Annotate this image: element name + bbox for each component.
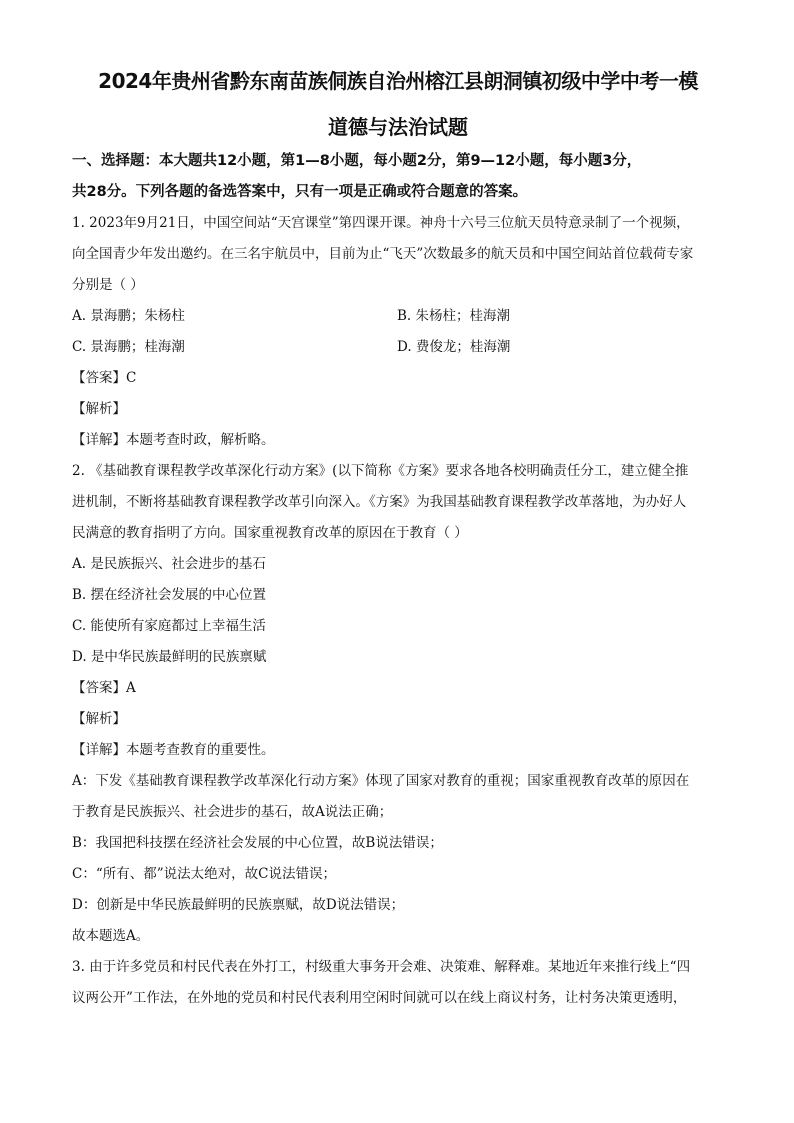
options-row	[72, 332, 724, 363]
option-d: D. 费俊龙；桂海潮	[397, 339, 511, 355]
question-stem-line: 分别是（ ）	[72, 277, 144, 293]
option-b: B. 摆在经济社会发展的中心位置	[72, 587, 267, 603]
explanation-line: B：我国把科技摆在经济社会发展的中心位置，故B说法错误；	[72, 835, 443, 851]
option-d: D. 是中华民族最鲜明的民族禀赋	[72, 649, 267, 665]
question-stem-line: 3. 由于许多党员和村民代表在外打工，村级重大事务开会难、决策难、解释难。某地近年来推行线上“四	[72, 959, 691, 975]
explanation-line: D：创新是中华民族最鲜明的民族禀赋，故D说法错误；	[72, 897, 405, 913]
option-b: B. 朱杨柱；桂海潮	[397, 308, 511, 324]
question-stem-line: 1. 2023年9月21日，中国空间站“天宫课堂”第四课开课。神舟十六号三位航天员特意录制了一个视频，	[72, 215, 690, 231]
answer-label: 【答案】A	[72, 680, 136, 696]
explanation-line: 于教育是民族振兴、社会进步的基石，故A说法正确；	[72, 804, 393, 820]
question-1	[72, 208, 724, 456]
question-2	[72, 456, 724, 952]
section-instructions-line-2: 共28分。下列各题的备选答案中，只有一项是正确或符合题意的答案。	[72, 184, 528, 200]
question-stem-line: 2. 《基础教育课程教学改革深化行动方案》(以下简称《方案》要求各地各校明确责任分工，建立健全推	[72, 463, 689, 479]
analysis-label: 【解析】	[72, 401, 126, 417]
section-instructions-line-1: 一、选择题：本大题共12小题，第1—8小题，每小题2分，第9—12小题，每小题3分，	[72, 153, 642, 169]
option-a: A. 景海鹏；朱杨柱	[72, 308, 185, 324]
question-stem-line: 议两公开”工作法，在外地的党员和村民代表利用空闲时间就可以在线上商议村务，让村务决策更透明，	[72, 990, 687, 1006]
question-3	[72, 952, 724, 1014]
question-stem-line: 向全国青少年发出邀约。在三名宇航员中，目前为止“飞天”次数最多的航天员和中国空间站首位载荷专家	[72, 246, 694, 262]
page-subtitle: 道德与法治试题	[328, 115, 468, 139]
question-stem-line: 进机制，不断将基础教育课程教学改革引向深入。《方案》为我国基础教育课程教学改革落地，为办好人	[72, 494, 687, 510]
page-title: 2024年贵州省黔东南苗族侗族自治州榕江县朗洞镇初级中学中考一模	[98, 69, 698, 93]
exam-page	[72, 66, 724, 1014]
explanation-line: C：“所有、都”说法太绝对，故C说法错误；	[72, 866, 336, 882]
detail-explanation: 【详解】本题考查教育的重要性。	[72, 742, 275, 758]
analysis-label: 【解析】	[72, 711, 126, 727]
option-c: C. 景海鹏；桂海潮	[72, 339, 185, 355]
explanation-line: A：下发《基础教育课程教学改革深化行动方案》体现了国家对教育的重视；国家重视教育改革的原因在	[72, 773, 690, 789]
option-a: A. 是民族振兴、社会进步的基石	[72, 556, 266, 572]
question-stem-line: 民满意的教育指明了方向。国家重视教育改革的原因在于教育（ ）	[72, 525, 468, 541]
explanation-line: 故本题选A。	[72, 928, 150, 944]
options-row	[72, 301, 724, 332]
answer-label: 【答案】C	[72, 370, 137, 386]
option-c: C. 能使所有家庭都过上幸福生活	[72, 618, 266, 634]
detail-explanation: 【详解】本题考查时政，解析略。	[72, 432, 275, 448]
